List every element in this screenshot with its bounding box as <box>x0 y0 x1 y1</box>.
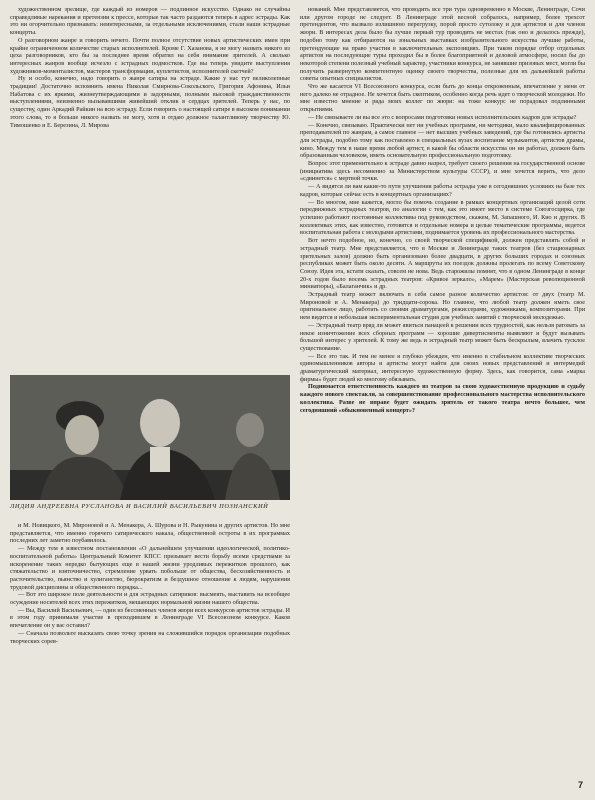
paragraph: Вопрос этот применительно к эстраде давно назрел, требует своего решения на государственной основе (инициатива здесь несомненно за Министерством культуры СССР), и мне хочется верить, что дело «сдвинется» с мертвой точки. <box>300 160 585 183</box>
paragraph: О разговорном жанре и говорить нечего. Почти полное отсутствие новых артистических имен при крайне ограниченном количестве старых исполнителей. Кроме Г. Хазанова, я не могу назвать никого из цеха разговорников, кто бы за последнее время обратил на себя внимание зрителей. А сколько интересных жанров вообще исчезло с эстрадных подмостков. Где вы теперь увидите выступления художников-моменталистов, мастеров трансформации, куплетистов, исполнителей скетчей? <box>10 36 290 75</box>
paragraph: — А видятся ли вам какие-то пути улучшения работы эстрады уже в сегодняшних условиях на базе тех кадров, которые сейчас есть в концертных организациях? <box>300 183 585 198</box>
paragraph: — Сначала позвольте высказать свою точку зрения на сложившийся порядок организации подобных творческих сорев- <box>10 629 290 645</box>
photo-illustration <box>10 375 290 500</box>
page-number: 7 <box>577 780 583 790</box>
paragraph: художественном зрелище, где каждый из номеров — подлинное искусство. Однако не случайны справедливые нарекания и претензии к прессе, которые так часто раздаются теперь в адрес эстрады. Как это ни огорчительно признавать: неинтересными, за отдельными исключениями, стали наши эстрадные концерты. <box>10 6 290 37</box>
right-column <box>300 6 585 776</box>
paragraph: Ну и особо, конечно, надо говорить о жанре сатиры на эстраде. Какие у нас тут великолепные традиции! Достаточно вспомнить имена Николая Смирнова-Сокольского, Григория Афонина, Ильи Набатова с их яркими, жизнеутверждающими и задорными, полными высокой гражданственности выступлениями, неизменно вызывавшими живейший отклик в сердцах зрителей. Теперь у нас, по существу, один Аркадий Райкин на всю эстраду. Если говорить о настоящей сатире в высоком понимании этого слова, то я больше никого назвать не могу, хотя и отдаю должное талантливому творчеству Ю. Тимошенко и Е. Березина, Л. Мирова <box>10 75 290 129</box>
photo-caption: ЛИДИЯ АНДРЕЕВНА РУСЛАНОВА И ВАСИЛИЙ ВАСИЛЬЕВИЧ ПОЗНАНСКИЙ <box>10 503 269 510</box>
paragraph: Вот нечто подобное, но, конечно, со своей творческой спецификой, должен представлять собой и эстрадный театр. Мне представляется, что в Москве и Ленинграде таких театров (без стационарных зрительных залов) должно быть организовано более двадцати, в других больших городах и союзных республиках может быть около десяти. А маршруты их поездок должны пролегать по всему Советскому Союзу. Идея эта, кстати сказать, совсем не нова. Ведь старожилы помнят, что в одном Ленинграде в конце 20-х годов было восемь эстрадных театров: «Кривое зеркало», «Марем» (Мастерская революционной миниатюры), «Балаганчик» и др. <box>300 237 585 291</box>
paragraph: Эстрадный театр может включать в себя самое разное количество артистов: от двух (театр М. Мироновой и А. Менакера) до тридцати-сорока. Но главное, что любой театр должен иметь свое оригинальное лицо, работать со своими драматургами, режиссерами, художниками, композиторами. При нем видится и небольшая экспериментальная студия для учебных занятий с творческой молодежью. <box>300 291 585 322</box>
left-column-bottom <box>10 522 290 794</box>
paragraph-bold: Поднимается ответственность каждого из театров за свою художественную продукцию и судьбу каждого нового спектакля, за совершенствование профессионального мастерства исполнительского коллектива. Разве не вправе будет ожидать зритель от такого театра нечто большее, чем сегодняшний «обыкновенный концерт»? <box>300 383 585 414</box>
paragraph: — Между тем в известном постановлении «О дальнейшем улучшении идеологической, политико-воспитательной работы» Центральный Комитет КПСС призывает вести борьбу всеми средствами за искоренение таких нередко бытующих еще в нашей жизни уродливых пережитков прошлого, как стяжательство и взяточничество, стремление урвать побольше от общества, бесхозяйственность и расточительство, пьянство и хулиганство, бюрократизм и бездушное отношение к людям, нарушения трудовой дисциплины и общественного порядка... <box>10 545 290 591</box>
paragraph: нований. Мне представляется, что проводить все три тура одновременно в Москве, Ленинграде, Сочи или другом городе не следует. В Ленинграде этой весной собралось, например, более трехсот претендентов, что вызвало излишнюю перегрузку, порой просто сутолоку и для артистов и для членов жюри. В интересах дела было бы лучше первый тур проводить не местах (так оно и делалось прежде), подобно тому как отбираются на зональных выставках изобразительного искусства лучшие работы, претендующие на право участия в заключительных экспозициях. При таком порядке отбор отдельных артистов на последующие туры проходил бы в более благоприятной и деловой атмосфере, носил бы до некоторой степени полезный учебный характер, участники конкурса, не занявшие призовых мест, могли бы получить развернутую компетентную оценку своего творчества, полезные для их дальнейшей работы советы опытных специалистов. <box>300 6 585 83</box>
paragraph: — Вы, Василий Васильевич, — один из бессменных членов жюри всех конкурсов артистов эстрады. И в этом году принимали участие в проходившем в Ленинграде VI Всесоюзном конкурсе. Каков впечатление он у вас оставил? <box>10 606 290 630</box>
paragraph: — Конечно, связываю. Практически нет ни учебных программ, ни методики, мало квалифицированных преподавателей по жанрам, а самое главное — нет высших учебных заведений, где бы готовились артисты для эстрады, подобно тому как поставлено в специальных вузах воспитание музыкантов, артистов драмы, кино. Между тем в наше время любой артист, в какой бы области искусства он ни работал, должен быть образованным человеком, иметь основательную профессиональную подготовку. <box>300 121 585 160</box>
paragraph: — Не связываете ли вы все это с вопросами подготовки новых исполнительских кадров для эстрады? <box>308 113 577 121</box>
paragraph: — Эстрадный театр вряд ли может явиться панацеей в решении всех трудностей, как нельзя ратовать за некое изничтожение всех сборных программ — хорошие дивертисменты выявляют и будут вызывать большой интерес у зрителей. К тому же ведь и эстрадный театр может быть бескрылым, влачить тусклое существование. <box>300 321 585 352</box>
paragraph: Что же касается VI Всесоюзного конкурса, если быть до конца откровенным, впечатление у меня от него далеко не отрадное. Не хочется быть скептиком, особенно когда речь идет о творческой молодежи. Но мне известно мнение и ряда моих коллег по жюри: на тоже конкурс не порадовал подлинными открытиями. <box>300 83 585 114</box>
paragraph: — Во многом, мне кажется, могло бы помочь создание в рамках концертных организаций целой сети передвижных эстрадных театров, по аналогии с тем, как это имеет место в системе Союзгосцирка, где успешно работают постоянные коллективы под руководством, скажем, М. Запашного, И. Кио и других. В коллективах этих, как известно, готовятся и отдельные номера и целые тематические программы, ведется воспитательная работа с молодыми артистами, поднимается уровень их профессионального мастерства. <box>300 198 585 237</box>
photo-ruslanova-poznansky <box>10 375 290 500</box>
left-column-top <box>10 6 290 372</box>
paragraph: — Все это так. И тем не менее я глубоко убежден, что именно в стабильном коллективе творческих единомышленников авторы и артисты могут найти для своих новых представлений и интермедий драматургический материал, интересную художественную форму. Здесь, как говорится, сама «марка фирмы» будет людей ко многому обязывать. <box>300 352 585 383</box>
paragraph: и М. Новицкого, М. Мироновой и А. Менакера, А. Шурова и Н. Рыкунина и других артистов. Но мне представляется, что именно горячего сатирического накала, общественной остроты в их программах последних лет заметно поубавилось. <box>10 522 290 545</box>
paragraph: — Вот это широкое поле деятельности и для эстрадных сатириков: высмеять, выставить на всеобщее осуждение носителей всех этих пережитков, мешающих нормальной жизни нашего общества. <box>10 591 290 607</box>
